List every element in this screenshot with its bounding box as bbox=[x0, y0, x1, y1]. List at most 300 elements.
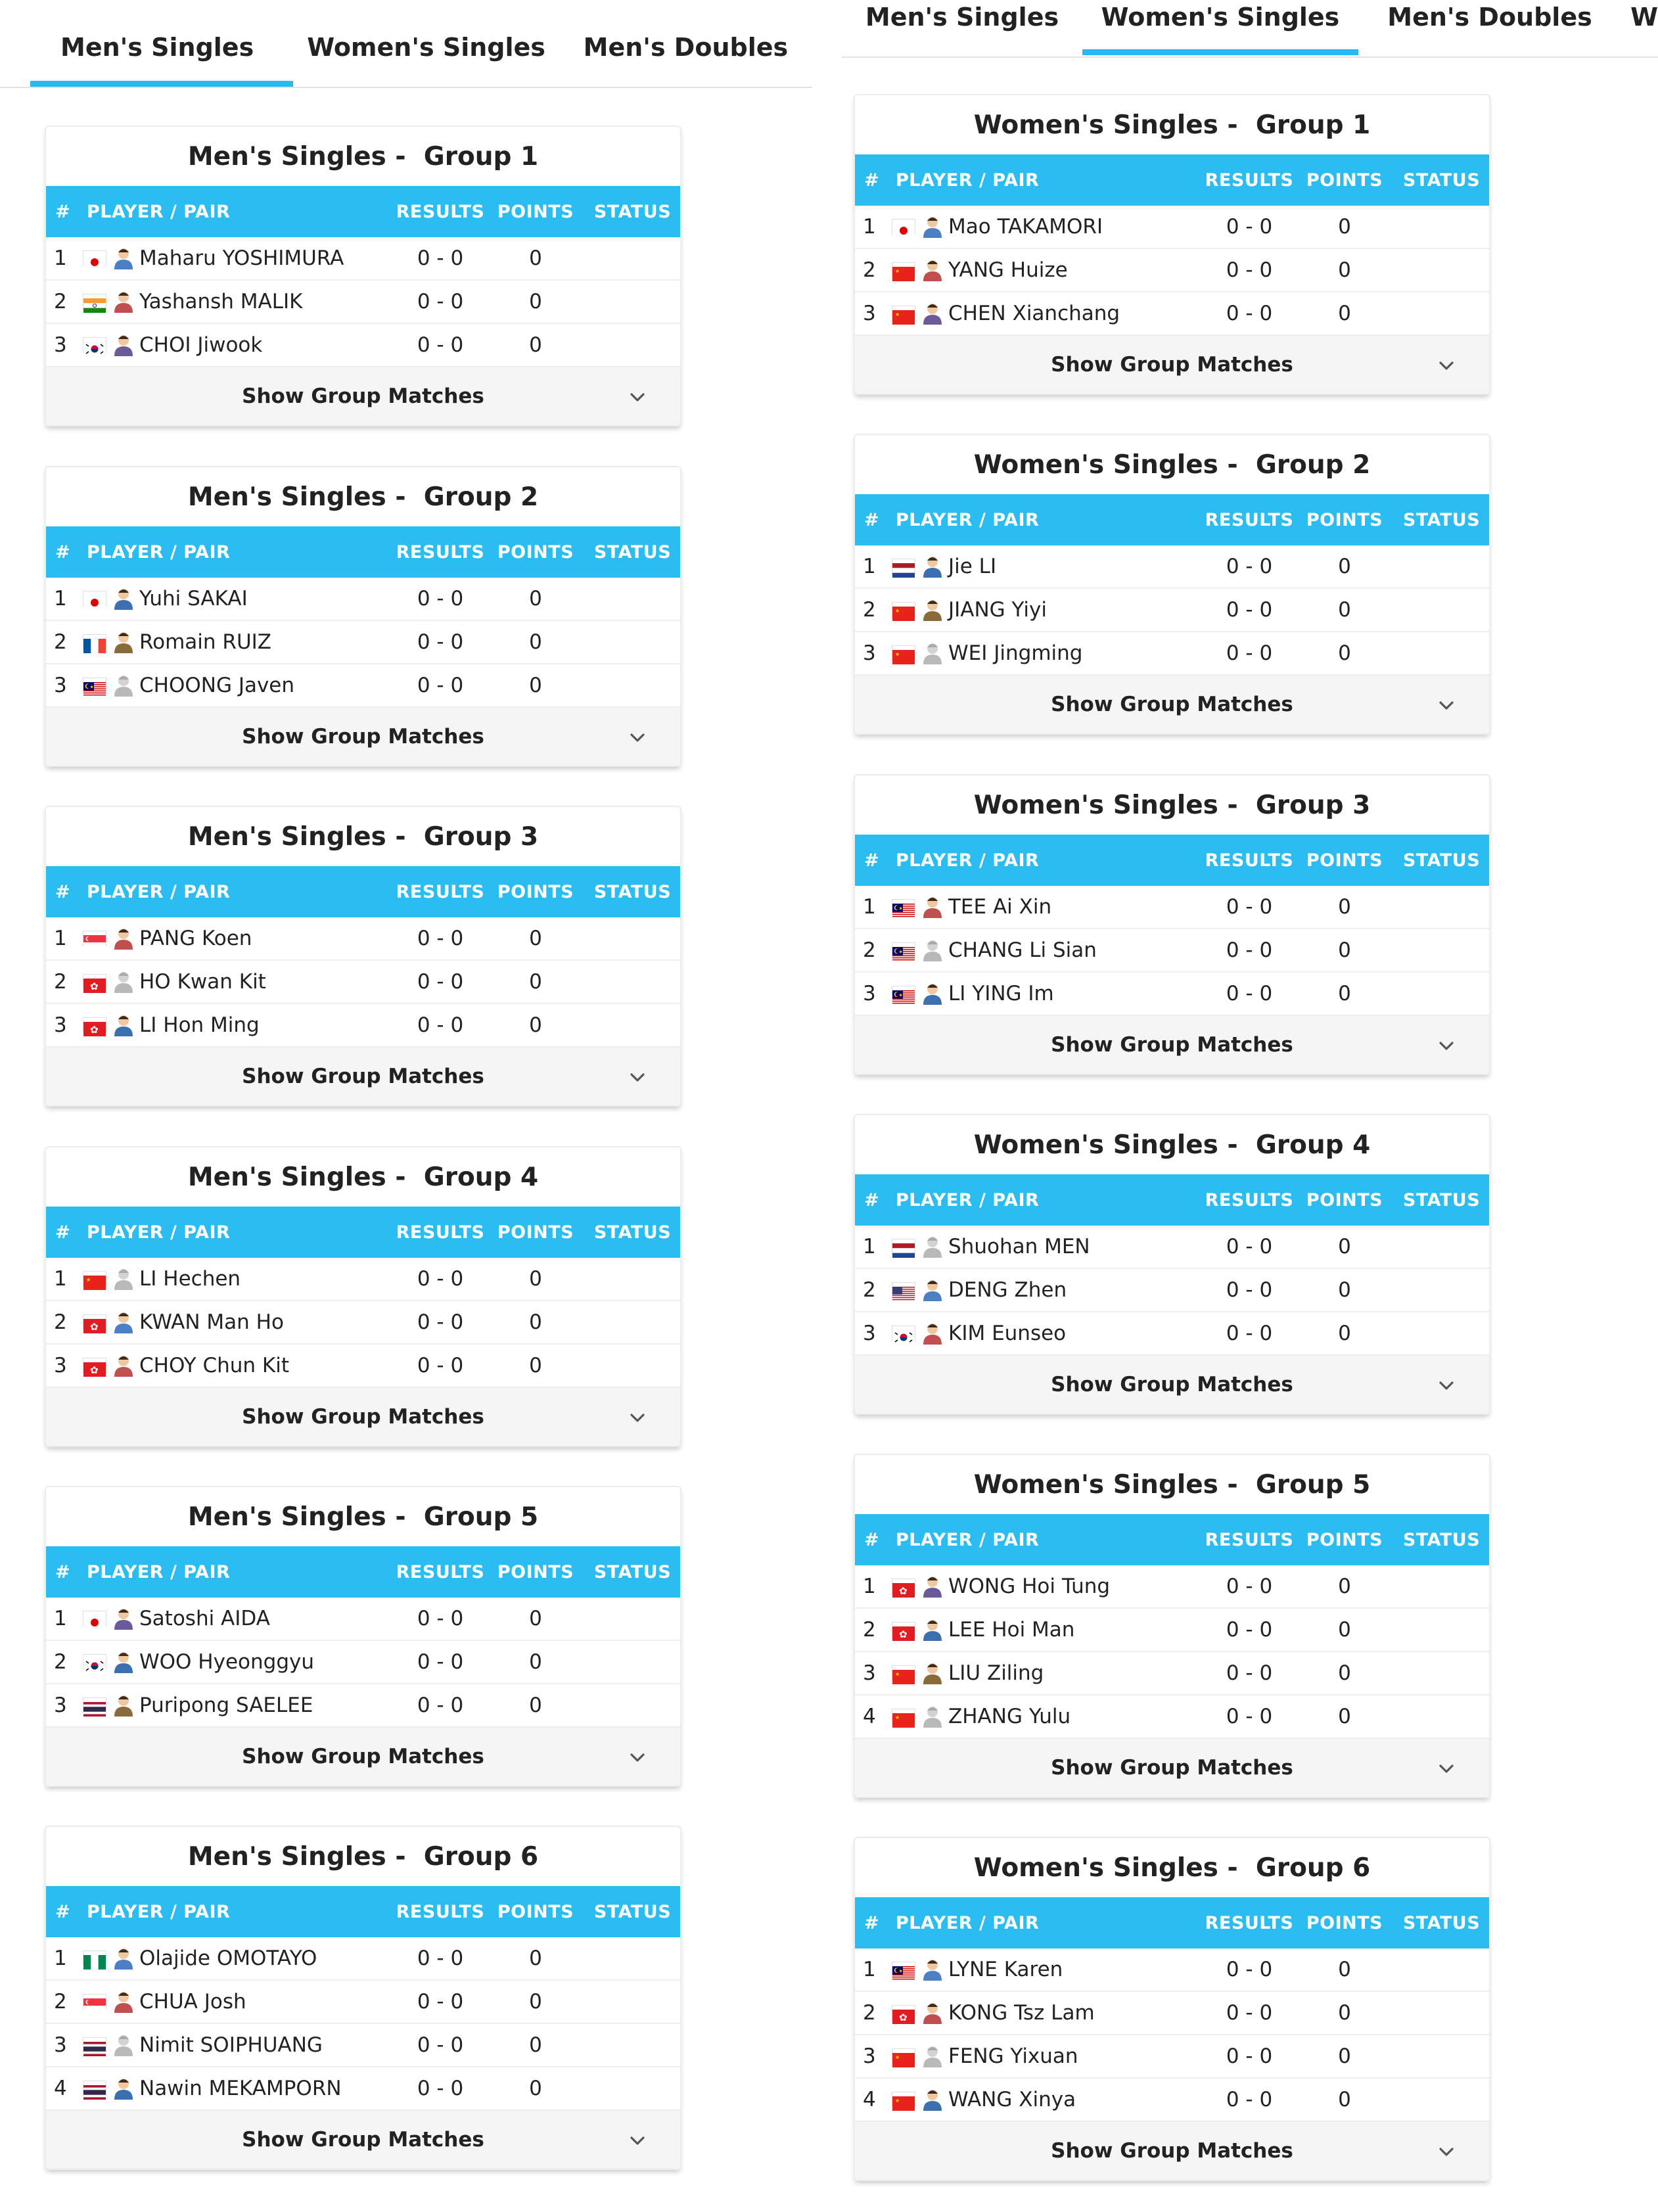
player-avatar-icon bbox=[922, 1575, 943, 1598]
group-name: Group 6 bbox=[1255, 1853, 1371, 1883]
tab-womens-singles[interactable]: Women's Singles bbox=[307, 33, 545, 62]
player-name[interactable]: LIU Ziling bbox=[948, 1661, 1044, 1685]
player-rank: 2 bbox=[54, 1650, 67, 1674]
col-header-results: RESULTS bbox=[1205, 170, 1294, 191]
col-header-points: POINTS bbox=[1306, 1529, 1383, 1550]
player-name[interactable]: KONG Tsz Lam bbox=[948, 2001, 1095, 2025]
table-row[interactable] bbox=[46, 2024, 680, 2067]
group-card bbox=[46, 467, 680, 766]
group-card bbox=[855, 1838, 1489, 2180]
player-rank: 2 bbox=[54, 1990, 67, 2014]
player-results: 0 - 0 bbox=[417, 1310, 464, 1334]
flag-icon bbox=[892, 1665, 915, 1681]
player-name[interactable]: KIM Eunseo bbox=[948, 1322, 1067, 1345]
player-name[interactable]: DENG Zhen bbox=[948, 1278, 1067, 1302]
player-name[interactable]: HO Kwan Kit bbox=[139, 970, 266, 994]
player-avatar-icon bbox=[113, 1947, 134, 1970]
player-avatar-icon bbox=[113, 971, 134, 993]
col-header-number: # bbox=[864, 1912, 880, 1933]
player-name[interactable]: LI YING Im bbox=[948, 982, 1054, 1005]
col-header-points: POINTS bbox=[1306, 170, 1383, 191]
player-results: 0 - 0 bbox=[1226, 302, 1273, 325]
table-row[interactable] bbox=[46, 1937, 680, 1981]
player-rank: 1 bbox=[863, 1958, 876, 1981]
player-avatar-icon bbox=[922, 216, 943, 238]
chevron-down-icon bbox=[1435, 354, 1458, 377]
col-header-number: # bbox=[864, 509, 880, 530]
player-rank: 2 bbox=[863, 2001, 876, 2025]
player-name[interactable]: Yashansh MALIK bbox=[139, 290, 303, 313]
player-name[interactable]: WANG Xinya bbox=[948, 2088, 1076, 2111]
player-rank: 4 bbox=[863, 2088, 876, 2111]
table-row[interactable] bbox=[855, 1609, 1489, 1652]
player-cell bbox=[78, 2033, 394, 2057]
group-title: Men's Singles - Group 5 bbox=[187, 1502, 539, 1532]
group-title: Women's Singles - Group 5 bbox=[973, 1469, 1371, 1500]
flag-icon bbox=[83, 2037, 106, 2053]
player-results: 0 - 0 bbox=[417, 1694, 464, 1717]
player-avatar-icon bbox=[113, 334, 134, 356]
player-rank: 4 bbox=[863, 1705, 876, 1728]
svg-text:✿: ✿ bbox=[90, 980, 99, 992]
col-header-status: STATUS bbox=[593, 1561, 672, 1582]
player-cell bbox=[887, 2001, 1203, 2025]
player-cell bbox=[78, 290, 394, 313]
player-cell bbox=[887, 2088, 1203, 2111]
player-points: 0 bbox=[1338, 598, 1351, 622]
tab-mens-doubles[interactable]: Men's Doubles bbox=[1387, 3, 1592, 32]
table-row[interactable] bbox=[46, 1004, 680, 1048]
show-group-matches-button[interactable] bbox=[46, 1048, 680, 1105]
group-name: Group 2 bbox=[1255, 449, 1371, 480]
player-name[interactable]: WOO Hyeonggyu bbox=[139, 1650, 314, 1674]
col-header-number: # bbox=[55, 881, 71, 902]
table-row[interactable] bbox=[855, 589, 1489, 632]
player-avatar-icon bbox=[113, 247, 134, 269]
player-avatar-icon bbox=[113, 588, 134, 610]
player-name[interactable]: Shuohan MEN bbox=[948, 1235, 1090, 1258]
player-name[interactable]: LI Hechen bbox=[139, 1267, 241, 1291]
player-cell bbox=[78, 1354, 394, 1377]
player-results: 0 - 0 bbox=[1226, 1575, 1273, 1598]
table-row[interactable] bbox=[855, 2079, 1489, 2122]
player-avatar-icon bbox=[113, 1651, 134, 1673]
player-avatar-icon bbox=[922, 1619, 943, 1641]
player-avatar-icon bbox=[922, 599, 943, 621]
group-title: Women's Singles - Group 6 bbox=[973, 1853, 1371, 1883]
player-results: 0 - 0 bbox=[1226, 1322, 1273, 1345]
col-header-status: STATUS bbox=[1402, 1189, 1481, 1210]
table-row[interactable] bbox=[46, 664, 680, 708]
player-rank: 3 bbox=[863, 302, 876, 325]
player-avatar-icon bbox=[113, 927, 134, 950]
player-cell bbox=[887, 598, 1203, 622]
col-header-results: RESULTS bbox=[1205, 1189, 1294, 1210]
col-header-points: POINTS bbox=[497, 1901, 574, 1922]
player-rank: 1 bbox=[54, 587, 67, 611]
player-avatar-icon bbox=[113, 674, 134, 697]
col-header-number: # bbox=[55, 201, 71, 222]
player-points: 0 bbox=[529, 970, 542, 994]
player-avatar-icon bbox=[922, 939, 943, 961]
table-row[interactable] bbox=[855, 632, 1489, 676]
table-row[interactable] bbox=[855, 545, 1489, 589]
player-points: 0 bbox=[529, 1267, 542, 1291]
tab-divider bbox=[842, 57, 1658, 58]
col-header-number: # bbox=[864, 1529, 880, 1550]
player-avatar-icon bbox=[113, 1694, 134, 1717]
active-tab-indicator bbox=[1082, 49, 1358, 55]
table-row[interactable] bbox=[855, 292, 1489, 336]
event-tab-bar bbox=[842, 0, 1658, 55]
table-row[interactable] bbox=[855, 1948, 1489, 1992]
chevron-down-icon bbox=[626, 386, 649, 408]
player-name[interactable]: Nawin MEKAMPORN bbox=[139, 2077, 342, 2100]
player-cell bbox=[887, 258, 1203, 282]
tab-womens-singles[interactable]: Women's Singles bbox=[1082, 0, 1358, 55]
player-avatar-icon bbox=[922, 555, 943, 578]
flag-icon bbox=[83, 337, 106, 353]
player-name[interactable]: KWAN Man Ho bbox=[139, 1310, 284, 1334]
table-row[interactable] bbox=[855, 1695, 1489, 1739]
table-row[interactable] bbox=[46, 1684, 680, 1728]
player-name[interactable]: Olajide OMOTAYO bbox=[139, 1947, 317, 1970]
show-matches-label: Show Group Matches bbox=[242, 384, 484, 408]
player-name[interactable]: PANG Koen bbox=[139, 927, 252, 950]
show-matches-label: Show Group Matches bbox=[242, 1745, 484, 1768]
show-group-matches-button[interactable] bbox=[855, 2122, 1489, 2180]
group-event-name: Women's Singles bbox=[973, 110, 1218, 140]
group-table-header bbox=[855, 154, 1489, 206]
col-header-results: RESULTS bbox=[1205, 1529, 1294, 1550]
table-row[interactable] bbox=[855, 1565, 1489, 1609]
flag-icon bbox=[83, 1994, 106, 2010]
table-row[interactable] bbox=[46, 1258, 680, 1301]
player-points: 0 bbox=[1338, 302, 1351, 325]
table-row[interactable] bbox=[46, 1345, 680, 1388]
col-header-player: PLAYER / PAIR bbox=[896, 1912, 1040, 1933]
tab-mens-singles[interactable]: Men's Singles bbox=[865, 3, 1059, 32]
player-name[interactable]: LI Hon Ming bbox=[139, 1013, 260, 1037]
group-event-name: Men's Singles bbox=[187, 1502, 386, 1532]
svg-text:✿: ✿ bbox=[899, 1628, 908, 1640]
flag-icon bbox=[892, 899, 915, 915]
player-points: 0 bbox=[1338, 555, 1351, 578]
tab-womens-doubles[interactable]: W bbox=[1630, 3, 1658, 32]
player-cell bbox=[887, 982, 1203, 1005]
player-avatar-icon bbox=[922, 896, 943, 918]
player-results: 0 - 0 bbox=[1226, 895, 1273, 919]
player-cell bbox=[887, 2044, 1203, 2068]
group-table-header bbox=[46, 186, 680, 237]
player-points: 0 bbox=[529, 1310, 542, 1334]
table-row[interactable] bbox=[855, 1992, 1489, 2035]
player-results: 0 - 0 bbox=[1226, 258, 1273, 282]
player-results: 0 - 0 bbox=[417, 1354, 464, 1377]
player-avatar-icon bbox=[922, 1279, 943, 1301]
player-avatar-icon bbox=[113, 2077, 134, 2100]
svg-text:★: ★ bbox=[895, 1715, 900, 1720]
player-name[interactable]: ZHANG Yulu bbox=[948, 1705, 1071, 1728]
show-group-matches-button[interactable] bbox=[46, 708, 680, 766]
col-header-status: STATUS bbox=[1402, 509, 1481, 530]
player-name[interactable]: TEE Ai Xin bbox=[948, 895, 1052, 919]
player-rank: 1 bbox=[54, 1947, 67, 1970]
group-table-header bbox=[855, 494, 1489, 545]
svg-text:★: ★ bbox=[86, 1277, 91, 1283]
table-row[interactable] bbox=[855, 2035, 1489, 2079]
tab-mens-doubles[interactable]: Men's Doubles bbox=[583, 33, 789, 62]
flag-icon bbox=[892, 306, 915, 321]
show-group-matches-button[interactable] bbox=[855, 336, 1489, 394]
col-header-points: POINTS bbox=[497, 541, 574, 563]
chevron-down-icon bbox=[626, 1406, 649, 1429]
col-header-points: POINTS bbox=[497, 881, 574, 902]
col-header-points: POINTS bbox=[497, 201, 574, 222]
player-results: 0 - 0 bbox=[417, 970, 464, 994]
player-name[interactable]: WONG Hoi Tung bbox=[948, 1575, 1111, 1598]
table-row[interactable] bbox=[46, 2067, 680, 2111]
player-points: 0 bbox=[529, 290, 542, 313]
player-rank: 4 bbox=[54, 2077, 67, 2100]
player-points: 0 bbox=[529, 2033, 542, 2057]
col-header-player: PLAYER / PAIR bbox=[896, 509, 1040, 530]
col-header-status: STATUS bbox=[1402, 170, 1481, 191]
table-row[interactable] bbox=[46, 961, 680, 1004]
svg-text:★: ★ bbox=[898, 1968, 903, 1974]
group-name: Group 6 bbox=[423, 1841, 539, 1872]
table-row[interactable] bbox=[46, 578, 680, 621]
table-row[interactable] bbox=[855, 1226, 1489, 1269]
group-card bbox=[46, 1487, 680, 1786]
player-results: 0 - 0 bbox=[1226, 1235, 1273, 1258]
player-rank: 2 bbox=[863, 598, 876, 622]
col-header-points: POINTS bbox=[1306, 1189, 1383, 1210]
table-row[interactable] bbox=[46, 237, 680, 281]
player-name[interactable]: LEE Hoi Man bbox=[948, 1618, 1075, 1642]
show-group-matches-button[interactable] bbox=[46, 2111, 680, 2169]
player-name[interactable]: CHANG Li Sian bbox=[948, 938, 1097, 962]
player-points: 0 bbox=[1338, 1618, 1351, 1642]
table-row[interactable] bbox=[46, 1598, 680, 1641]
player-rank: 1 bbox=[54, 1607, 67, 1630]
col-header-number: # bbox=[55, 1222, 71, 1243]
col-header-status: STATUS bbox=[593, 541, 672, 563]
table-row[interactable] bbox=[855, 973, 1489, 1016]
col-header-number: # bbox=[864, 1189, 880, 1210]
flag-icon bbox=[892, 2048, 915, 2064]
player-avatar-icon bbox=[113, 1311, 134, 1333]
player-points: 0 bbox=[529, 1354, 542, 1377]
show-group-matches-button[interactable] bbox=[46, 367, 680, 425]
player-points: 0 bbox=[1338, 215, 1351, 239]
player-name[interactable]: Satoshi AIDA bbox=[139, 1607, 270, 1630]
group-table-header bbox=[46, 526, 680, 578]
show-matches-label: Show Group Matches bbox=[1051, 2139, 1293, 2163]
table-row[interactable] bbox=[855, 1652, 1489, 1695]
player-name[interactable]: Yuhi SAKAI bbox=[139, 587, 248, 611]
player-results: 0 - 0 bbox=[417, 1990, 464, 2014]
player-points: 0 bbox=[1338, 2001, 1351, 2025]
table-row[interactable] bbox=[46, 917, 680, 961]
player-rank: 3 bbox=[863, 2044, 876, 2068]
player-cell bbox=[78, 1947, 394, 1970]
player-cell bbox=[887, 1661, 1203, 1685]
player-name[interactable]: Romain RUIZ bbox=[139, 630, 272, 654]
player-rank: 3 bbox=[54, 2033, 67, 2057]
player-results: 0 - 0 bbox=[417, 246, 464, 270]
player-results: 0 - 0 bbox=[417, 2033, 464, 2057]
player-cell bbox=[78, 1607, 394, 1630]
table-row[interactable] bbox=[46, 1301, 680, 1345]
player-rank: 2 bbox=[54, 970, 67, 994]
group-card bbox=[46, 1147, 680, 1446]
show-group-matches-button[interactable] bbox=[855, 676, 1489, 733]
group-card bbox=[855, 1455, 1489, 1797]
player-cell bbox=[887, 1322, 1203, 1345]
table-row[interactable] bbox=[46, 1641, 680, 1684]
group-title: Men's Singles - Group 4 bbox=[187, 1162, 539, 1192]
player-rank: 3 bbox=[54, 1354, 67, 1377]
player-name[interactable]: Maharu YOSHIMURA bbox=[139, 246, 344, 270]
player-results: 0 - 0 bbox=[1226, 2088, 1273, 2111]
flag-icon bbox=[892, 1578, 915, 1597]
player-rank: 1 bbox=[863, 895, 876, 919]
player-points: 0 bbox=[529, 1650, 542, 1674]
show-group-matches-button[interactable] bbox=[46, 1728, 680, 1786]
table-row[interactable] bbox=[46, 324, 680, 367]
table-row[interactable] bbox=[46, 621, 680, 664]
player-points: 0 bbox=[1338, 1661, 1351, 1685]
flag-icon bbox=[892, 602, 915, 618]
flag-icon bbox=[83, 1697, 106, 1713]
player-rank: 3 bbox=[863, 1322, 876, 1345]
show-group-matches-button[interactable] bbox=[855, 1356, 1489, 1414]
player-rank: 1 bbox=[54, 1267, 67, 1291]
player-results: 0 - 0 bbox=[1226, 1958, 1273, 1981]
chevron-down-icon bbox=[626, 1066, 649, 1088]
group-name: Group 1 bbox=[423, 141, 539, 172]
player-points: 0 bbox=[529, 587, 542, 611]
player-rank: 2 bbox=[54, 630, 67, 654]
player-points: 0 bbox=[1338, 1958, 1351, 1981]
table-row[interactable] bbox=[855, 929, 1489, 973]
player-results: 0 - 0 bbox=[1226, 1705, 1273, 1728]
player-cell bbox=[887, 215, 1203, 239]
group-event-name: Men's Singles bbox=[187, 1841, 386, 1872]
show-group-matches-button[interactable] bbox=[855, 1739, 1489, 1797]
player-results: 0 - 0 bbox=[417, 927, 464, 950]
col-header-number: # bbox=[55, 541, 71, 563]
table-row[interactable] bbox=[46, 281, 680, 324]
player-results: 0 - 0 bbox=[1226, 215, 1273, 239]
show-group-matches-button[interactable] bbox=[855, 1016, 1489, 1074]
player-rank: 3 bbox=[54, 1694, 67, 1717]
flag-icon bbox=[892, 262, 915, 278]
player-rank: 3 bbox=[863, 641, 876, 665]
player-points: 0 bbox=[1338, 641, 1351, 665]
active-tab-indicator bbox=[30, 81, 293, 87]
group-name: Group 5 bbox=[1255, 1469, 1371, 1500]
col-header-results: RESULTS bbox=[1205, 850, 1294, 871]
table-row[interactable] bbox=[855, 206, 1489, 249]
table-row[interactable] bbox=[46, 1981, 680, 2024]
player-rank: 2 bbox=[863, 1278, 876, 1302]
table-row[interactable] bbox=[855, 249, 1489, 292]
col-header-player: PLAYER / PAIR bbox=[896, 850, 1040, 871]
col-header-results: RESULTS bbox=[396, 541, 485, 563]
show-matches-label: Show Group Matches bbox=[1051, 353, 1293, 377]
player-results: 0 - 0 bbox=[417, 587, 464, 611]
col-header-points: POINTS bbox=[497, 1222, 574, 1243]
player-rank: 2 bbox=[54, 1310, 67, 1334]
player-cell bbox=[887, 1278, 1203, 1302]
player-name[interactable]: CHUA Josh bbox=[139, 1990, 246, 2014]
table-row[interactable] bbox=[855, 886, 1489, 929]
svg-text:★: ★ bbox=[895, 608, 900, 614]
flag-icon bbox=[83, 1654, 106, 1670]
player-name[interactable]: WEI Jingming bbox=[948, 641, 1083, 665]
player-name[interactable]: Mao TAKAMORI bbox=[948, 215, 1103, 239]
col-header-player: PLAYER / PAIR bbox=[87, 1901, 231, 1922]
player-points: 0 bbox=[1338, 1235, 1351, 1258]
svg-text:✿: ✿ bbox=[90, 1321, 99, 1333]
player-results: 0 - 0 bbox=[1226, 938, 1273, 962]
player-name[interactable]: CHOI Jiwook bbox=[139, 333, 263, 357]
player-name[interactable]: CHOY Chun Kit bbox=[139, 1354, 289, 1377]
player-name[interactable]: Nimit SOIPHUANG bbox=[139, 2033, 323, 2057]
player-rank: 1 bbox=[863, 215, 876, 239]
group-title: Men's Singles - Group 6 bbox=[187, 1841, 539, 1872]
player-name[interactable]: CHEN Xianchang bbox=[948, 302, 1120, 325]
player-results: 0 - 0 bbox=[417, 1013, 464, 1037]
player-results: 0 - 0 bbox=[1226, 2001, 1273, 2025]
player-name[interactable]: JIANG Yiyi bbox=[948, 598, 1047, 622]
table-row[interactable] bbox=[855, 1269, 1489, 1312]
player-rank: 2 bbox=[863, 1618, 876, 1642]
flag-icon bbox=[892, 942, 915, 958]
player-name[interactable]: YANG Huize bbox=[948, 258, 1068, 282]
player-name[interactable]: Jie LI bbox=[948, 555, 997, 578]
player-name[interactable]: FENG Yixuan bbox=[948, 2044, 1078, 2068]
player-avatar-icon bbox=[922, 302, 943, 325]
col-header-status: STATUS bbox=[593, 1901, 672, 1922]
svg-text:★: ★ bbox=[895, 651, 900, 657]
flag-icon bbox=[83, 1611, 106, 1626]
tab-mens-singles[interactable]: Men's Singles bbox=[30, 0, 293, 87]
flag-icon bbox=[892, 1962, 915, 1977]
group-table-header bbox=[855, 1514, 1489, 1565]
col-header-player: PLAYER / PAIR bbox=[87, 541, 231, 563]
flag-icon bbox=[892, 2005, 915, 2021]
player-rank: 1 bbox=[863, 1235, 876, 1258]
player-rank: 3 bbox=[54, 333, 67, 357]
flag-icon bbox=[83, 974, 106, 990]
player-name[interactable]: LYNE Karen bbox=[948, 1958, 1063, 1981]
table-row[interactable] bbox=[855, 1312, 1489, 1356]
player-results: 0 - 0 bbox=[417, 290, 464, 313]
chevron-down-icon bbox=[1435, 2140, 1458, 2163]
group-title: Women's Singles - Group 3 bbox=[973, 790, 1371, 820]
player-avatar-icon bbox=[113, 631, 134, 653]
player-name[interactable]: CHOONG Javen bbox=[139, 674, 295, 697]
player-name[interactable]: Puripong SAELEE bbox=[139, 1694, 313, 1717]
group-table-header bbox=[855, 1897, 1489, 1948]
player-results: 0 - 0 bbox=[417, 1267, 464, 1291]
group-event-name: Women's Singles bbox=[973, 1853, 1218, 1883]
chevron-down-icon bbox=[1435, 1374, 1458, 1396]
show-group-matches-button[interactable] bbox=[46, 1388, 680, 1446]
